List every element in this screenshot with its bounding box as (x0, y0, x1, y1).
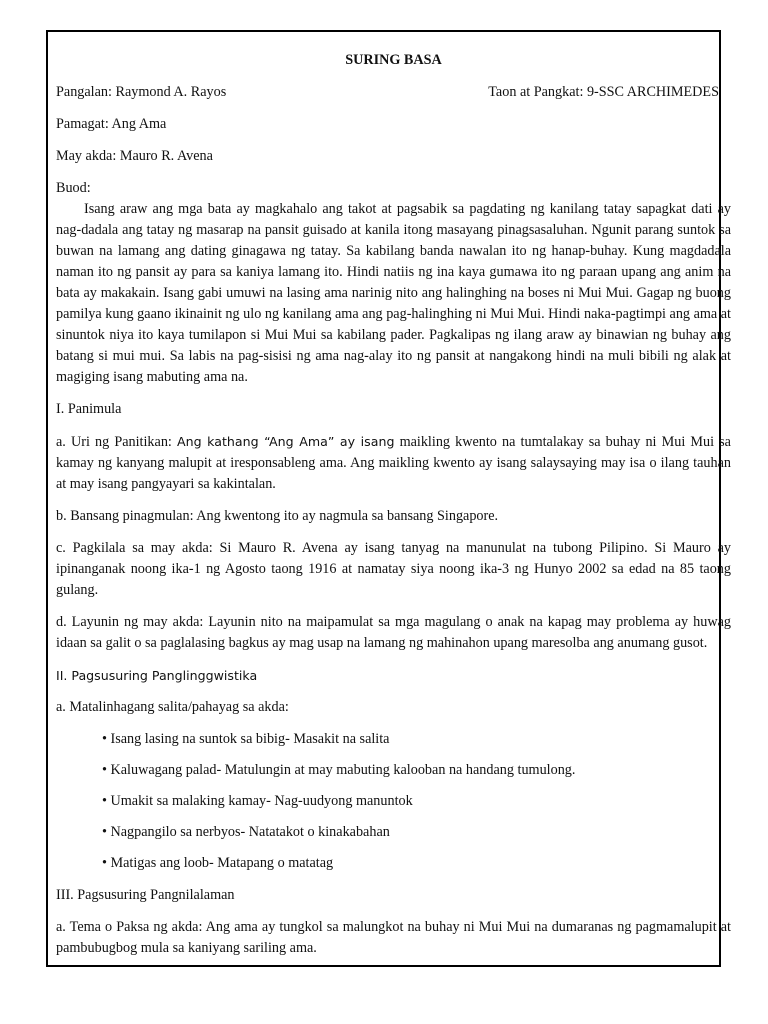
section-1-b: b. Bansang pinagmulan: Ang kwentong ito ay nagmula sa bansang Singapore. (56, 508, 499, 524)
section-1-heading: I. Panimula (56, 401, 122, 417)
grade-section: Taon at Pangkat: 9-SSC ARCHIMEDES (488, 84, 719, 100)
list-item: • Isang lasing na suntok sa bibig- Masakit na salita (102, 731, 390, 747)
student-name: Pangalan: Raymond A. Rayos (56, 84, 227, 100)
summary-label: Buod: (56, 180, 91, 196)
summary-text: Isang araw ang mga bata ay magkahalo ang takot at pagsabik sa pagdating ng kanilang tatay sapagkat dati ay nag-dadala ang tatay ng masarap na pansit guisado at kanila itong masayang pinagsasaluhan. Ngunit parang suntok sa buwan na lamang ang dating ginagawa ng tatay. Sa kabilang banda nawalan ito ng hanap-buhay. Kung magdadala naman ito ng pansit ay para sa kaniya lamang ito. Hindi natiis ng ina kaya gumawa ito ng paraan upang ang anim na bata ay makakain. Isang gabi umuwi na lasing ama narinig nito ang halinghing na boses ni Mui Mui. Gagap ng buong pamilya kung gaano ikinainit ng ulo ng kanilang ama ang pag-halinghing ni Mui Mui. Hindi naka-pagtimpi ang ama at sinuntok niya ito kaya tumilapon si Mui Mui sa kabilang pader. Pagkalipas ng ilang araw ay binawian ng buhay ang batang si mui mui. Sa labis na pag-sisisi ng ama nag-alay ito ng pansit at nangakong hindi na muli bibili ng alak at magiging isang mabuting ama na. (56, 201, 731, 385)
document-body (56, 50, 731, 970)
section-2-a: a. Matalinhagang salita/pahayag sa akda: (56, 699, 289, 715)
list-item: • Matigas ang loob- Matapang o matatag (102, 855, 334, 871)
section-1-c: c. Pagkilala sa may akda: Si Mauro R. Avena ay isang tanyag na manunulat na tubong Pilipino. Si Mauro ay ipinanganak noong ika-1 ng Agosto taong 1916 at namatay siya noong ika-3 ng Hunyo 2002 sa edad na 85 taong gulang. (56, 540, 731, 598)
page-border (46, 30, 731, 967)
section-1-d: d. Layunin ng may akda: Layunin nito na maipamulat sa mga magulang o anak na kapag may problema ay huwag idaan sa galit o sa paglalasing bagkus ay mag usap na lamang ng mahinahon upang maresolba ang anumang gusot. (56, 614, 731, 651)
section-1-a-quote: Ang kathang “Ang Ama” ay isang (176, 434, 395, 449)
section-1-a-label: a. Uri ng Panitikan: (56, 434, 177, 450)
section-1-a-text: maikling kwento na tumtalakay sa buhay ni Mui Mui sa kamay ng kanyang malupit at iresponsableng ama. Ang maikling kwento ay isang salaysaying may isa o ilang tauhan at may isang pangyayari sa kakintalan. (56, 434, 731, 492)
list-item: • Umakit sa malaking kamay- Nag-uudyong manuntok (102, 793, 413, 809)
figurative-list (56, 729, 731, 874)
section-2-heading: II. Pagsusuring Panglinggwistika (56, 668, 258, 683)
document-title: SURING BASA (345, 52, 442, 68)
story-author: May akda: Mauro R. Avena (56, 148, 213, 164)
story-title: Pamagat: Ang Ama (56, 116, 167, 132)
section-3-a: a. Tema o Paksa ng akda: Ang ama ay tungkol sa malungkot na buhay ni Mui Mui na dumaranas ng pagmamalupit at pambubugbog mula sa kaniyang sariling ama. (56, 919, 731, 956)
section-3-heading: III. Pagsusuring Pangnilalaman (56, 887, 235, 903)
section-1-a (56, 431, 731, 495)
list-item: • Nagpangilo sa nerbyos- Natatakot o kinakabahan (102, 824, 390, 840)
header-row (56, 82, 731, 103)
list-item: • Kaluwagang palad- Matulungin at may mabuting kalooban na handang tumulong. (102, 762, 576, 778)
summary-block (56, 178, 731, 388)
